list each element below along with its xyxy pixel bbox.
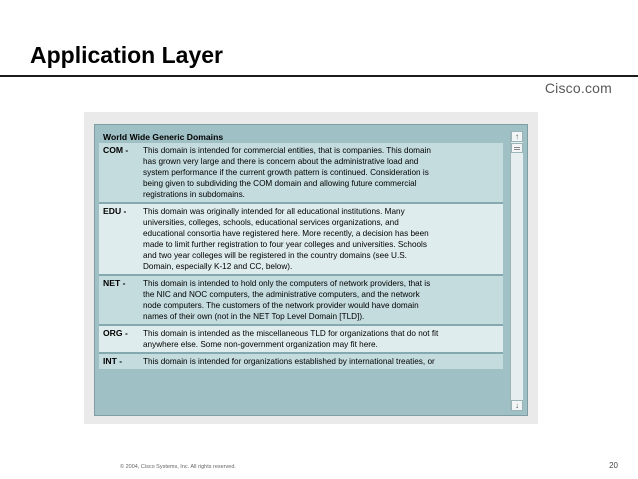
- domains-scroll-content[interactable]: [99, 131, 503, 411]
- domain-entry-net: [99, 274, 503, 324]
- domain-description: This domain is intended for organizations established by international treaties, or: [143, 357, 435, 366]
- vertical-scrollbar[interactable]: [510, 131, 523, 411]
- domain-term: ORG -: [103, 328, 128, 338]
- domain-entry-int: [99, 352, 503, 369]
- domain-entry-org: [99, 324, 503, 352]
- panel-title: World Wide Generic Domains: [99, 131, 503, 143]
- title-divider: [0, 75, 638, 77]
- domain-entry-edu: [99, 202, 503, 274]
- screenshot-frame: [84, 112, 538, 424]
- page-number: 20: [609, 461, 618, 470]
- domain-term: EDU -: [103, 206, 127, 216]
- domain-description: This domain is intended to hold only the computers of network providers, that is the NIC and NOC computers, the administrative computers, and the network node computers. The customers of the network provider would have domain names of their own (not in the NET Top Level Domain [TLD]).: [143, 279, 431, 321]
- scroll-thumb[interactable]: [511, 143, 523, 153]
- domain-term: COM -: [103, 145, 129, 155]
- scroll-down-arrow-icon[interactable]: ↓: [511, 400, 523, 411]
- domain-term: INT -: [103, 356, 123, 366]
- scroll-up-arrow-icon[interactable]: ↑: [511, 131, 523, 142]
- copyright-footer: © 2004, Cisco Systems, Inc. All rights reserved.: [120, 464, 236, 470]
- brand-logo-text: Cisco.com: [544, 80, 612, 96]
- domain-description: This domain was originally intended for all educational institutions. Many universities, colleges, schools, educational services organizations, and educational consortia have registered here. More recently, a decision has been made to limit further registration to four year colleges and universities. Schools and two year colleges will be registered in the country domains (see U.S. Domain, especially K-12 and CC, below).: [143, 207, 429, 271]
- domain-entry-com: [99, 143, 503, 202]
- domain-description: This domain is intended for commercial entities, that is companies. This domain has grown very large and there is concern about the administrative load and system performance if the current growth pattern is continued. Consideration is being given to subdividing the COM domain and allowing future commercial registrations in subdomains.: [143, 146, 431, 199]
- domain-term: NET -: [103, 278, 126, 288]
- domain-description: This domain is intended as the miscellaneous TLD for organizations that do not fit anywhere else. Some non-government organization may fit here.: [143, 329, 439, 349]
- domains-panel: [94, 124, 528, 416]
- slide-title: Application Layer: [30, 42, 223, 68]
